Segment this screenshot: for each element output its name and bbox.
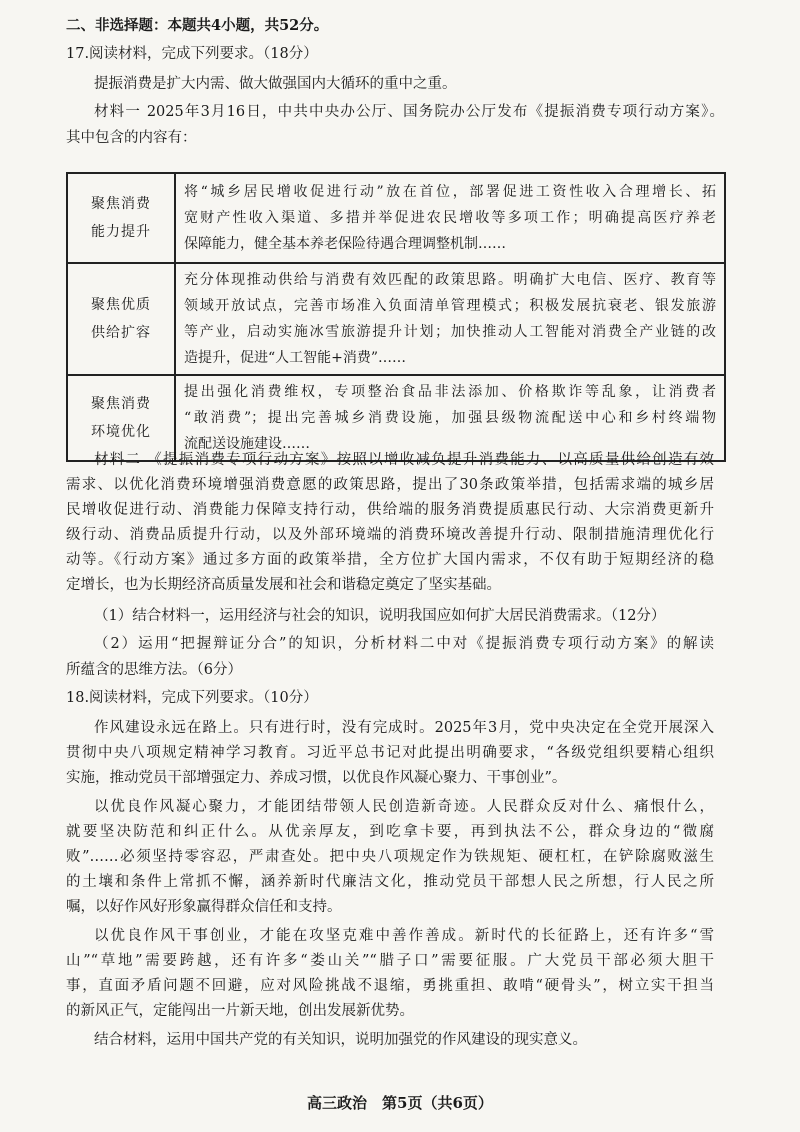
q17-material1-line1: 材料一 2025年3月16日，中共中央办公厅、国务院办公厅发布《提振消费专项行动方案》。 [94, 104, 724, 120]
q17-material1-line2: 其中包含的内容有： [66, 130, 197, 146]
q17-material2-line: 定增长，也为长期经济高质量发展和社会和谐稳定奠定了坚实基础。 [66, 577, 501, 593]
q18-title: 18.阅读材料，完成下列要求。（10分） [66, 690, 318, 706]
material1-table [66, 172, 726, 462]
table-row-content: 将“城乡居民增收促进行动”放在首位，部署促进工资性收入合理增长、拓 宽财产性收入渠道、多措并举促进农民增收等多项工作；明确提高医疗养老 保障能力，健全基本养老保险待遇合理调整机制…… [175, 173, 725, 263]
q18-para1-line: 贯彻中央八项规定精神学习教育。习近平总书记对此提出明确要求，“各级党组织要精心组织 [66, 745, 714, 761]
q17-intro: 提振消费是扩大内需、做大做强国内大循环的重中之重。 [94, 76, 457, 92]
q17-material2-line: 需求、以优化消费环境增强消费意愿的政策思路，提出了30条政策举措，包括需求端的城乡居 [66, 477, 714, 493]
q18-para3-line: 的新风正气，定能闯出一片新天地，创出发展新优势。 [66, 1003, 414, 1019]
q17-material2-line: 材料二 《提振消费专项行动方案》按照以增收减负提升消费能力、以高质量供给创造有效 [94, 452, 714, 468]
table-row [67, 375, 725, 461]
page-footer: 高三政治 第5页（共6页） [307, 1094, 493, 1112]
q17-sub2-line1: （2）运用“把握辩证分合”的知识，分析材料二中对《提振消费专项行动方案》的解读 [94, 636, 714, 652]
table-row-head: 聚焦消费 环境优化 [67, 375, 175, 461]
q18-para2-line: 败”……必须坚持零容忍，严肃查处。把中央八项规定作为铁规矩、硬杠杠，在铲除腐败滋生 [66, 849, 714, 865]
q18-para2-line: 的土壤和条件上常抓不懈，涵养新时代廉洁文化，推动党员干部想人民之所想，行人民之所 [66, 874, 714, 890]
q18-para2-line: 就要坚决防范和纠正什么。从优亲厚友，到吃拿卡要，再到执法不公，群众身边的“微腐 [66, 824, 714, 840]
q18-para3-line: 山”“草地”需要跨越，还有许多“娄山关”“腊子口”需要征服。广大党员干部必须大胆干 [66, 953, 714, 969]
q17-title: 17.阅读材料，完成下列要求。（18分） [66, 46, 318, 62]
q17-sub2-line2: 所蕴含的思维方法。（6分） [66, 662, 242, 678]
section-title: 二、非选择题：本题共4小题，共52分。 [66, 17, 329, 34]
q18-para3-line: 以优良作风干事创业，才能在攻坚克难中善作善成。新时代的长征路上，还有许多“雪 [94, 928, 714, 944]
table-row [67, 173, 725, 263]
table-row [67, 263, 725, 375]
q17-material2-line: 级行动、消费品质提升行动，以及外部环境端的消费环境改善提升行动、限制措施清理优化行 [66, 527, 714, 543]
q18-para2-line: 以优良作风凝心聚力，才能团结带领人民创造新奇迹。人民群众反对什么、痛恨什么， [94, 799, 714, 815]
q18-para1-line: 实施，推动党员干部增强定力、养成习惯，以优良作风凝心聚力、干事创业”。 [66, 770, 567, 786]
table-row-head: 聚焦消费 能力提升 [67, 173, 175, 263]
table-row-head: 聚焦优质 供给扩容 [67, 263, 175, 375]
q18-question: 结合材料，运用中国共产党的有关知识，说明加强党的作风建设的现实意义。 [94, 1032, 587, 1048]
table-row-content: 提出强化消费维权，专项整治食品非法添加、价格欺诈等乱象，让消费者 “敢消费”；提出完善城乡消费设施，加强县级物流配送中心和乡村终端物 流配送设施建设…… [175, 375, 725, 461]
q18-para3-line: 事，直面矛盾问题不回避，应对风险挑战不退缩，勇挑重担、敢啃“硬骨头”，树立实干担当 [66, 978, 714, 994]
q18-para2-line: 嘱，以好作风好形象赢得群众信任和支持。 [66, 899, 342, 915]
q17-sub1: （1）结合材料一，运用经济与社会的知识，说明我国应如何扩大居民消费需求。（12分） [94, 608, 666, 624]
q18-para1-line: 作风建设永远在路上。只有进行时，没有完成时。2025年3月，党中央决定在全党开展深入 [94, 720, 714, 736]
q17-material2-line: 动等。《行动方案》通过多方面的政策举措，全方位扩大国内需求，不仅有助于短期经济的稳 [66, 552, 714, 568]
q17-material2-line: 民增收促进行动、消费能力保障支持行动，供给端的服务消费提质惠民行动、大宗消费更新升 [66, 502, 714, 518]
table-row-content: 充分体现推动供给与消费有效匹配的政策思路。明确扩大电信、医疗、教育等 领域开放试点，完善市场准入负面清单管理模式；积极发展抗衰老、银发旅游 等产业，启动实施冰雪旅游提升计划；加快推动人工智能对消费全产业链的改 造提升，促进“人工智能+消费”…… [175, 263, 725, 375]
